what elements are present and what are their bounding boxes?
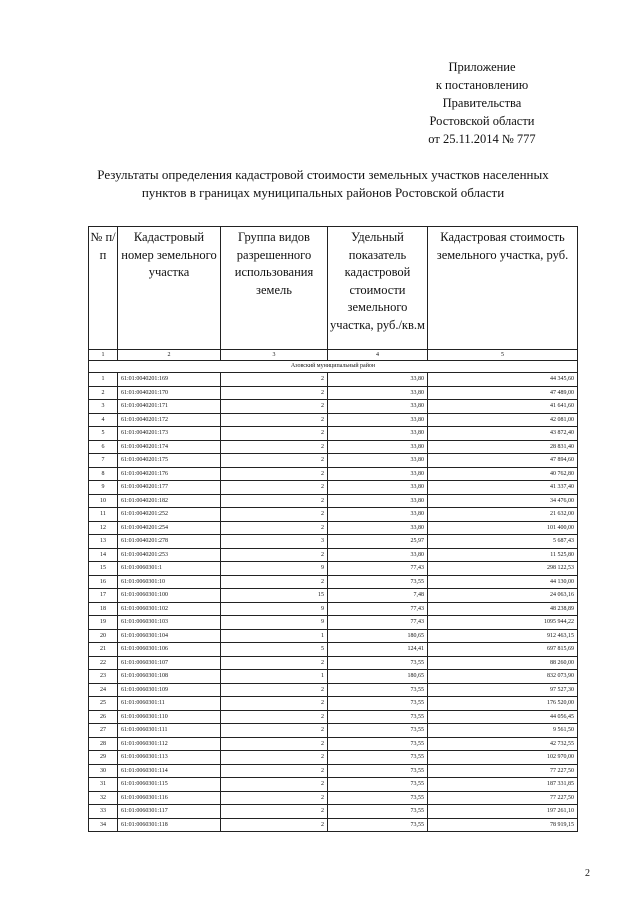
appendix-line: от 25.11.2014 № 777 [428, 132, 536, 146]
column-number: 3 [221, 350, 328, 361]
table-row [89, 683, 578, 697]
row-number: 10 [89, 494, 118, 508]
specific-value: 73,55 [328, 791, 428, 805]
cadastral-number: 61:01:0040201:252 [118, 508, 221, 522]
cadastral-number: 61:01:0060301:108 [118, 670, 221, 684]
cadastral-number: 61:01:0040201:170 [118, 386, 221, 400]
specific-value: 73,55 [328, 683, 428, 697]
table-row [89, 481, 578, 495]
land-use-group: 2 [221, 508, 328, 522]
land-use-group: 2 [221, 818, 328, 832]
row-number: 5 [89, 427, 118, 441]
specific-value: 73,55 [328, 751, 428, 765]
land-use-group: 2 [221, 467, 328, 481]
cadastral-number: 61:01:0040201:182 [118, 494, 221, 508]
land-use-group: 2 [221, 751, 328, 765]
specific-value: 73,55 [328, 575, 428, 589]
cadastral-value: 912 463,15 [428, 629, 578, 643]
land-use-group: 2 [221, 697, 328, 711]
row-number: 25 [89, 697, 118, 711]
specific-value: 33,80 [328, 440, 428, 454]
land-use-group: 9 [221, 562, 328, 576]
page-number: 2 [585, 868, 590, 879]
table-row [89, 454, 578, 468]
column-number-row [89, 350, 578, 361]
land-use-group: 2 [221, 400, 328, 414]
cadastral-value: 34 476,00 [428, 494, 578, 508]
cadastral-number: 61:01:0060301:103 [118, 616, 221, 630]
appendix-line: Правительства [442, 96, 522, 110]
table-row [89, 508, 578, 522]
cadastral-number: 61:01:0040201:177 [118, 481, 221, 495]
cadastral-number: 61:01:0060301:118 [118, 818, 221, 832]
specific-value: 73,55 [328, 656, 428, 670]
specific-value: 180,65 [328, 670, 428, 684]
specific-value: 180,65 [328, 629, 428, 643]
appendix-line: Ростовской области [429, 114, 535, 128]
land-use-group: 2 [221, 737, 328, 751]
land-use-group: 2 [221, 427, 328, 441]
row-number: 29 [89, 751, 118, 765]
specific-value: 124,41 [328, 643, 428, 657]
cadastral-value: 42 081,00 [428, 413, 578, 427]
table-row [89, 791, 578, 805]
row-number: 19 [89, 616, 118, 630]
land-use-group: 9 [221, 602, 328, 616]
row-number: 16 [89, 575, 118, 589]
cadastral-value: 9 561,50 [428, 724, 578, 738]
cadastral-number: 61:01:0060301:115 [118, 778, 221, 792]
specific-value: 33,80 [328, 467, 428, 481]
land-use-group: 2 [221, 521, 328, 535]
land-use-group: 2 [221, 805, 328, 819]
land-use-group: 2 [221, 764, 328, 778]
cadastral-number: 61:01:0060301:102 [118, 602, 221, 616]
land-use-group: 3 [221, 535, 328, 549]
appendix-block [392, 58, 572, 148]
row-number: 33 [89, 805, 118, 819]
header-number: № п/п [89, 227, 118, 350]
specific-value: 73,55 [328, 710, 428, 724]
land-use-group: 2 [221, 413, 328, 427]
table-row [89, 643, 578, 657]
cadastral-value: 97 527,30 [428, 683, 578, 697]
table-row [89, 656, 578, 670]
cadastral-value: 832 073,90 [428, 670, 578, 684]
cadastral-number: 61:01:0060301:117 [118, 805, 221, 819]
cadastral-number: 61:01:0060301:100 [118, 589, 221, 603]
row-number: 21 [89, 643, 118, 657]
appendix-line: Приложение [448, 60, 516, 74]
table-row [89, 737, 578, 751]
row-number: 12 [89, 521, 118, 535]
cadastral-value: 48 238,89 [428, 602, 578, 616]
row-number: 32 [89, 791, 118, 805]
cadastral-number: 61:01:0060301:111 [118, 724, 221, 738]
land-use-group: 15 [221, 589, 328, 603]
specific-value: 33,80 [328, 413, 428, 427]
row-number: 1 [89, 373, 118, 387]
cadastral-number: 61:01:0040201:175 [118, 454, 221, 468]
table-row [89, 616, 578, 630]
column-number: 2 [118, 350, 221, 361]
cadastral-number: 61:01:0040201:169 [118, 373, 221, 387]
cadastral-value: 78 919,15 [428, 818, 578, 832]
land-use-group: 1 [221, 629, 328, 643]
cadastral-number: 61:01:0060301:1 [118, 562, 221, 576]
cadastral-value: 40 762,80 [428, 467, 578, 481]
cadastral-number: 61:01:0040201:171 [118, 400, 221, 414]
cadastral-value: 1095 944,22 [428, 616, 578, 630]
cadastral-value: 44 056,45 [428, 710, 578, 724]
cadastral-value: 24 063,16 [428, 589, 578, 603]
specific-value: 33,80 [328, 548, 428, 562]
land-use-group: 2 [221, 710, 328, 724]
cadastral-value: 187 331,85 [428, 778, 578, 792]
table-row [89, 562, 578, 576]
row-number: 13 [89, 535, 118, 549]
row-number: 18 [89, 602, 118, 616]
specific-value: 33,80 [328, 454, 428, 468]
table-row [89, 751, 578, 765]
table-row [89, 697, 578, 711]
land-use-group: 9 [221, 616, 328, 630]
land-use-group: 1 [221, 670, 328, 684]
row-number: 15 [89, 562, 118, 576]
specific-value: 77,43 [328, 602, 428, 616]
specific-value: 73,55 [328, 697, 428, 711]
specific-value: 73,55 [328, 805, 428, 819]
header-land-use-group: Группа видов разрешенного использования земель [221, 227, 328, 350]
specific-value: 33,80 [328, 521, 428, 535]
row-number: 2 [89, 386, 118, 400]
row-number: 3 [89, 400, 118, 414]
cadastral-value: 176 520,00 [428, 697, 578, 711]
cadastral-value: 697 815,69 [428, 643, 578, 657]
cadastral-number: 61:01:0040201:176 [118, 467, 221, 481]
cadastral-value: 77 227,50 [428, 764, 578, 778]
district-name: Азовский муниципальный район [89, 361, 578, 373]
cadastral-value: 28 831,40 [428, 440, 578, 454]
cadastral-value: 88 260,00 [428, 656, 578, 670]
row-number: 14 [89, 548, 118, 562]
row-number: 30 [89, 764, 118, 778]
table-row [89, 386, 578, 400]
cadastral-value-table [88, 226, 578, 832]
row-number: 23 [89, 670, 118, 684]
cadastral-value: 47 489,00 [428, 386, 578, 400]
land-use-group: 2 [221, 440, 328, 454]
table-row [89, 535, 578, 549]
table-header-row [89, 227, 578, 350]
row-number: 34 [89, 818, 118, 832]
land-use-group: 2 [221, 656, 328, 670]
row-number: 7 [89, 454, 118, 468]
land-use-group: 2 [221, 548, 328, 562]
cadastral-number: 61:01:0040201:172 [118, 413, 221, 427]
row-number: 11 [89, 508, 118, 522]
row-number: 27 [89, 724, 118, 738]
column-number: 5 [428, 350, 578, 361]
land-use-group: 2 [221, 454, 328, 468]
row-number: 4 [89, 413, 118, 427]
table-row [89, 778, 578, 792]
header-specific-value: Удельный показатель кадастровой стоимости земельного участка, руб./кв.м [328, 227, 428, 350]
table-row [89, 764, 578, 778]
cadastral-number: 61:01:0040201:254 [118, 521, 221, 535]
land-use-group: 2 [221, 683, 328, 697]
cadastral-number: 61:01:0060301:112 [118, 737, 221, 751]
row-number: 28 [89, 737, 118, 751]
cadastral-number: 61:01:0060301:113 [118, 751, 221, 765]
table-row [89, 724, 578, 738]
cadastral-number: 61:01:0060301:116 [118, 791, 221, 805]
land-use-group: 2 [221, 724, 328, 738]
land-use-group: 2 [221, 494, 328, 508]
cadastral-number: 61:01:0060301:10 [118, 575, 221, 589]
row-number: 17 [89, 589, 118, 603]
column-number: 1 [89, 350, 118, 361]
table-row [89, 710, 578, 724]
cadastral-value: 47 894,60 [428, 454, 578, 468]
cadastral-value: 44 345,60 [428, 373, 578, 387]
cadastral-number: 61:01:0040201:174 [118, 440, 221, 454]
cadastral-value: 77 227,50 [428, 791, 578, 805]
cadastral-value: 298 122,53 [428, 562, 578, 576]
land-use-group: 5 [221, 643, 328, 657]
cadastral-number: 61:01:0060301:107 [118, 656, 221, 670]
cadastral-number: 61:01:0040201:278 [118, 535, 221, 549]
row-number: 22 [89, 656, 118, 670]
land-use-group: 2 [221, 791, 328, 805]
cadastral-value: 11 525,80 [428, 548, 578, 562]
row-number: 26 [89, 710, 118, 724]
specific-value: 73,55 [328, 818, 428, 832]
header-cadastral-number: Кадастровый номер земельного участка [118, 227, 221, 350]
specific-value: 33,80 [328, 400, 428, 414]
cadastral-value: 44 130,00 [428, 575, 578, 589]
specific-value: 33,80 [328, 481, 428, 495]
row-number: 20 [89, 629, 118, 643]
table-row [89, 413, 578, 427]
cadastral-number: 61:01:0040201:173 [118, 427, 221, 441]
specific-value: 7,48 [328, 589, 428, 603]
table-row [89, 805, 578, 819]
table-row [89, 494, 578, 508]
cadastral-number: 61:01:0060301:11 [118, 697, 221, 711]
table-row [89, 818, 578, 832]
row-number: 31 [89, 778, 118, 792]
table-row [89, 521, 578, 535]
column-number: 4 [328, 350, 428, 361]
land-use-group: 2 [221, 386, 328, 400]
table-row [89, 589, 578, 603]
cadastral-value: 42 732,55 [428, 737, 578, 751]
cadastral-number: 61:01:0060301:104 [118, 629, 221, 643]
cadastral-value: 5 687,43 [428, 535, 578, 549]
district-row [89, 361, 578, 373]
header-cadastral-value: Кадастровая стоимость земельного участка, руб. [428, 227, 578, 350]
table-row [89, 427, 578, 441]
specific-value: 73,55 [328, 764, 428, 778]
appendix-line: к постановлению [435, 78, 529, 92]
cadastral-value: 41 337,40 [428, 481, 578, 495]
row-number: 9 [89, 481, 118, 495]
specific-value: 77,43 [328, 562, 428, 576]
table-body [89, 373, 578, 832]
cadastral-number: 61:01:0060301:114 [118, 764, 221, 778]
table-row [89, 575, 578, 589]
specific-value: 33,80 [328, 494, 428, 508]
row-number: 24 [89, 683, 118, 697]
cadastral-number: 61:01:0060301:109 [118, 683, 221, 697]
cadastral-value: 197 261,10 [428, 805, 578, 819]
land-use-group: 2 [221, 575, 328, 589]
row-number: 8 [89, 467, 118, 481]
document-title: Результаты определения кадастровой стоимости земельных участков населенных пунктов в границах муниципальных районов Ростовской области [97, 167, 549, 200]
specific-value: 73,55 [328, 724, 428, 738]
specific-value: 33,80 [328, 373, 428, 387]
cadastral-value: 43 872,40 [428, 427, 578, 441]
table-row [89, 629, 578, 643]
table-row [89, 670, 578, 684]
cadastral-value: 41 641,60 [428, 400, 578, 414]
cadastral-value: 101 400,00 [428, 521, 578, 535]
cadastral-value: 21 632,00 [428, 508, 578, 522]
row-number: 6 [89, 440, 118, 454]
table-row [89, 400, 578, 414]
table-row [89, 373, 578, 387]
table-row [89, 467, 578, 481]
specific-value: 25,97 [328, 535, 428, 549]
specific-value: 33,80 [328, 386, 428, 400]
land-use-group: 2 [221, 373, 328, 387]
cadastral-number: 61:01:0060301:106 [118, 643, 221, 657]
land-use-group: 2 [221, 778, 328, 792]
table-row [89, 440, 578, 454]
cadastral-number: 61:01:0040201:253 [118, 548, 221, 562]
cadastral-number: 61:01:0060301:110 [118, 710, 221, 724]
specific-value: 77,43 [328, 616, 428, 630]
specific-value: 73,55 [328, 778, 428, 792]
land-use-group: 2 [221, 481, 328, 495]
cadastral-value: 102 970,00 [428, 751, 578, 765]
specific-value: 33,80 [328, 427, 428, 441]
specific-value: 33,80 [328, 508, 428, 522]
table-row [89, 548, 578, 562]
specific-value: 73,55 [328, 737, 428, 751]
table-row [89, 602, 578, 616]
